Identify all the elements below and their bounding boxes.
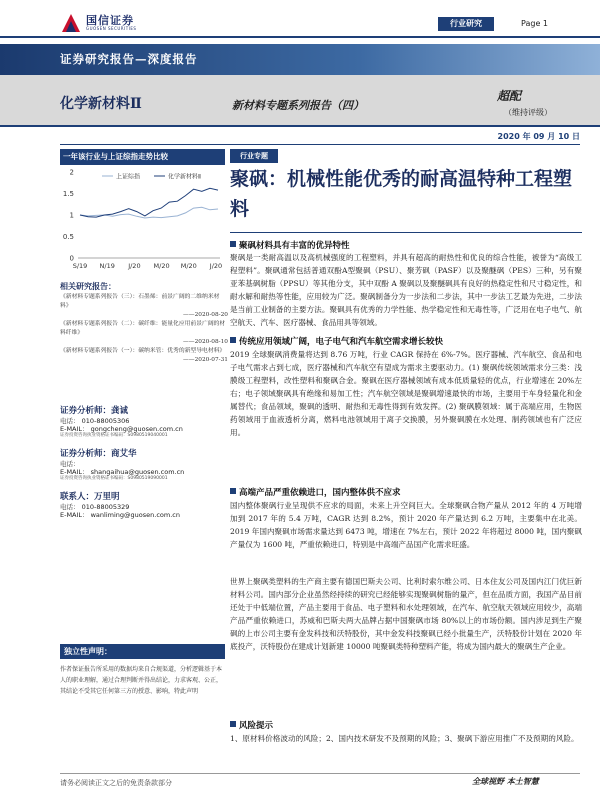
x-tick-label: M/20 [153, 262, 170, 270]
logo-mark-icon [60, 12, 82, 34]
contact-name: 联系人：万里明 [60, 492, 120, 502]
footer-slogan: 全球视野 本土智慧 [472, 776, 539, 786]
analyst-phone: 电话： 010-88005306 [60, 417, 130, 425]
sector-name: 化学新材料Ⅱ [60, 96, 142, 112]
analyst-card [60, 448, 230, 482]
related-reports-title: 相关研究报告： [60, 281, 116, 291]
section-body: 世界上聚砜类塑料的生产商主要有德国巴斯夫公司、比利时索尔维公司、日本住友公司及国内江门优巨新材料公司。国内部分企业虽然经持续的研究已经能够实现聚砜树脂的量产，但在品质方面，我国产品目前还处于中低端位置，产品主要用于食品、电子塑料和水处理领域，在汽车、航空航天领域应用较少，高端产品严重依赖进口，苏威和巴斯夫两大品牌占据中国聚砜市场 80%以上的市场份额。国内涉足到生产聚砜的上市公司主要有金发科技和沃特股份，其中金发科技聚砜已经小批量生产，沃特股份计划在 2020 年底投产，沃特股份在建成计划新建 10000 吨聚砜类特种塑料产能，将成为国内最大的聚砜生产企业。 [230, 577, 582, 651]
y-tick-label: 0.5 [62, 233, 74, 241]
series-line [80, 188, 218, 217]
section-body: 国内整体聚砜行业呈现供不应求的局面，未来上升空间巨大。全球聚砜合物产量从 2012 年的 4 万吨增加到 2017 年的 5.4 万吨，CAGR 达到 8.2%，预计 2020 年产量达到 6.2 万吨，主要集中在北美。2019 年国内聚砜市场需求量达到 6473 吨，增速在 7%左右，预计 2022 年将超过 8000 吨，国内聚砜产量仅为 1600 吨，严重依赖进口，特别是中高端产品国产化需求旺盛。 [230, 501, 582, 549]
disclaimer-note: 请务必阅读正文之后的免责条款部分 [60, 779, 172, 787]
y-tick-label: 2 [69, 168, 74, 177]
page-number: Page 1 [521, 19, 548, 28]
analyst-card [60, 405, 230, 439]
section-body: 2019 全球聚砜消费量将达到 8.76 万吨，行业 CAGR 保持在 6%-7%。医疗器械、汽车航空、食品和电子电气需求占到七成，医疗器械和汽车航空有望成为需求主要驱动力。(1) 聚砜传统领域需求分三类：浅膜级工程塑料，改性塑料和聚砜合金。聚砜在医疗器械领域有成本低质量轻的优点，行业增速在 20%左右；电子领域聚砜具有绝缘和易加工性；汽车航空领域是聚砜增速最快的市场，主要用于车身轻量化和金属替代；食品领域，聚砜的透明、耐热和无毒性得到有效发挥。(2) 聚砜膜领域：属于高端应用，生物医药领域用于血液透析分离，燃料电池领域用于离子交换膜，另外聚砜膜在水处理、制药领域也有广泛应用。 [230, 350, 582, 437]
legend-label: 化学新材料Ⅱ [168, 173, 201, 181]
contact-card [60, 491, 230, 519]
report-date: 2020 年 09 月 10 日 [497, 132, 580, 141]
bullet-icon [230, 488, 236, 494]
section-body: 聚砜是一类耐高温以及高机械强度的工程塑料，并具有超高的耐热性和优良的综合性能，被誉为“高级工程塑料”。聚砜通常包括普通双酚A型聚砜（PSU）、聚芳砜（PASF）以及聚醚砜（PES）三种，另有聚亚苯基砜树脂（PPSU）等其他分支，其中双酚 A 聚砜以及聚醚砜具有良好的热稳定性和尺寸稳定性，和耐水解和耐热等性能，应用较为广泛。聚砜制备分为一步法和二步法，其中一步法工艺最为先进，二步法是当前工业制备的主要方法。聚砜具有优秀的力学性能、热学稳定性和无毒性等，广泛用在电子电气、航空航天、汽车、医疗器械、食品用具等领域。 [230, 253, 582, 327]
rating: 超配 [497, 89, 522, 103]
risk-body: 1、原材料价格波动的风险；2、国内技术研发不及预期的风险；3、聚砜下游应用推广不及预期的风险。 [230, 734, 579, 743]
industry-research-tag: 行业研究 [438, 17, 494, 31]
footer-divider [60, 773, 580, 774]
contact-phone: 电话： 010-88005329 [60, 503, 130, 511]
rating-note: （维持评级） [504, 108, 552, 117]
bullet-icon [230, 721, 236, 727]
related-report-date: ——2020-07-31 [182, 357, 228, 363]
x-tick-label: N/19 [99, 262, 115, 270]
section-heading: 聚砜材料具有丰富的优异特性 [230, 239, 582, 251]
section-heading: 高端产品严重依赖进口，国内整体供不应求 [230, 486, 582, 498]
perf-line-chart [60, 166, 225, 278]
header-divider [0, 36, 600, 38]
x-tick-label: J/20 [209, 262, 223, 270]
y-tick-label: 1 [69, 211, 74, 220]
logo-text-cn: 国信证券 [86, 14, 134, 27]
perf-chart-title: 一年该行业与上证综指走势比较 [60, 149, 225, 165]
report-headline: 聚砜：机械性能优秀的耐高温特种工程塑料 [230, 168, 573, 220]
analyst-phone: 电话： [60, 460, 80, 468]
independence-title: 独立性声明： [60, 644, 225, 659]
date-divider [60, 144, 580, 145]
related-report-item[interactable]: 《新材料专题系列报告（三）：石墨烯：前景广阔的二维纳米材料》 [60, 294, 220, 309]
contact-email[interactable]: E-MAIL： wanliming@guosen.com.cn [60, 511, 180, 519]
analyst-email[interactable]: E-MAIL： shangaihua@guosen.com.cn [60, 468, 185, 476]
analyst-name: 证券分析师：龚诚 [60, 406, 129, 416]
bullet-icon [230, 241, 236, 247]
y-tick-label: 1.5 [62, 190, 74, 198]
headline-divider [230, 232, 582, 233]
analyst-name: 证券分析师：商艾华 [60, 449, 137, 459]
analyst-email[interactable]: E-MAIL： gongcheng@guosen.com.cn [60, 425, 183, 433]
analyst-cert: 证券投资咨询执业资格证书编码：S0980519040001 [60, 433, 168, 438]
section-heading: 传统应用领域广阔，电子电气和汽车航空需求增长较快 [230, 335, 582, 347]
independence-statement: 作者保证报告所采用的数据均来自合规渠道，分析逻辑基于本人的职业理解，通过合理判断并得出结论，力求客观、公正，其结论不受其它任何第三方的授意、影响，特此声明 [60, 666, 223, 695]
x-tick-label: M/20 [180, 262, 197, 270]
report-type: 证券研究报告—深度报告 [60, 52, 198, 66]
report-type-banner [0, 44, 600, 75]
bullet-icon [230, 337, 236, 343]
series-title: 新材料专题系列报告（四） [232, 99, 364, 112]
related-reports-list [60, 293, 228, 365]
guosen-logo [60, 10, 170, 36]
y-tick-label: 0 [69, 254, 74, 263]
analyst-cert: 证券投资咨询执业资格证书编码：S0980519090001 [60, 476, 168, 481]
related-report-item[interactable]: 《新材料专题系列报告（二）：碳纤维：能量化应用前景广阔的材料纤维》 [60, 321, 226, 336]
legend-label: 上证综指 [116, 173, 141, 181]
section-heading: 风险提示 [230, 719, 582, 731]
x-tick-label: J/20 [128, 262, 141, 270]
sector-banner [0, 75, 600, 127]
related-report-date: ——2020-08-20 [182, 312, 228, 318]
logo-text-en: GUOSEN SECURITIES [86, 26, 137, 31]
related-report-date: ——2020-08-10 [182, 339, 228, 345]
x-tick-label: S/19 [72, 262, 88, 270]
topic-tag: 行业专题 [230, 149, 278, 163]
related-report-item[interactable]: 《新材料专题系列报告（一）：碳纳米管：优秀的新型导电材料》 [60, 348, 226, 354]
